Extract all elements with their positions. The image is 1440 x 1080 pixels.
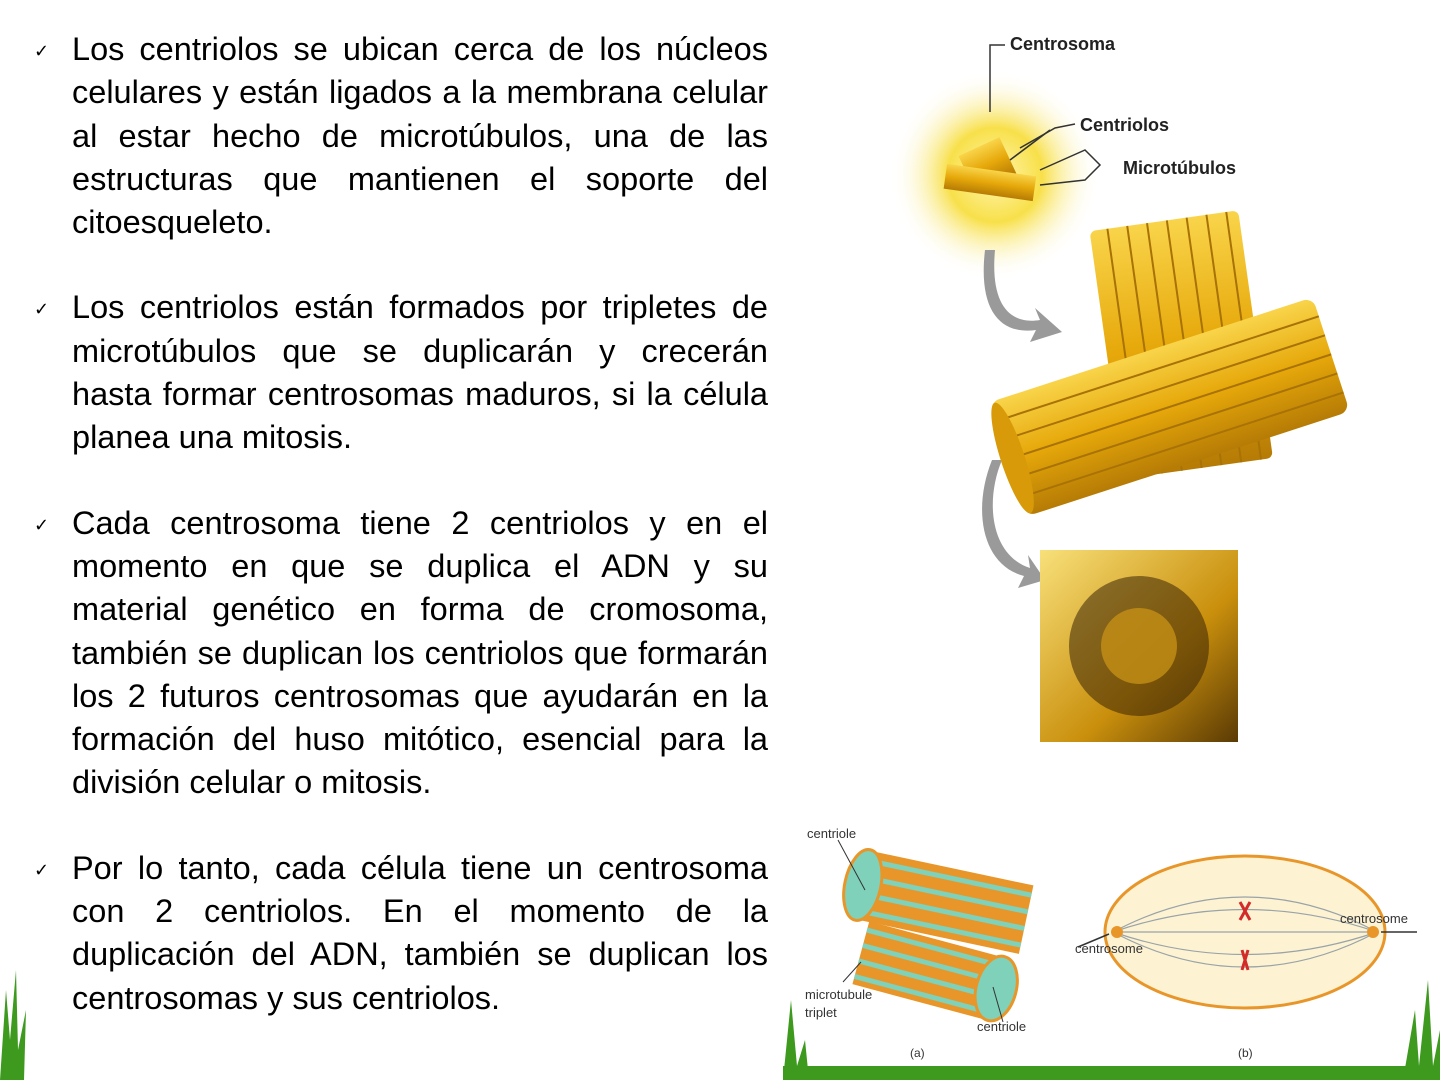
- centrosome-figure: [890, 20, 1360, 750]
- grass-left-decoration: [0, 970, 34, 1080]
- text-column: [30, 28, 768, 1062]
- bullet-text: Cada centrosoma tiene 2 centriolos y en el momento en que se duplica el ADN y su material genético en forma de cromosoma, también se duplican los centriolos que formarán los 2 futuros centrosomas que ayudarán en la formación del huso mitótico, esencial para la división celular o mitosis.: [72, 504, 768, 801]
- label-panel-a: (a): [910, 1046, 925, 1060]
- label-triplet: triplet: [805, 1005, 837, 1020]
- label-microtubule: microtubule: [805, 987, 873, 1002]
- label-centrosome-right: centrosome: [1340, 911, 1408, 926]
- bullet-text: Por lo tanto, cada célula tiene un centrosoma con 2 centriolos. En el momento de la duplicación del ADN, también se duplican los centrosomas y sus centriolos.: [72, 849, 768, 1016]
- label-microtubulos: Microtúbulos: [1123, 158, 1236, 178]
- bullet-text: Los centriolos están formados por tripletes de microtúbulos que se duplicarán y crecerán hasta formar centrosomas maduros, si la célula planea una mitosis.: [72, 289, 768, 456]
- label-panel-b: (b): [1238, 1046, 1253, 1060]
- bullet-item: [30, 286, 768, 459]
- label-centrosome-left: centrosome: [1075, 941, 1143, 956]
- label-centrosoma: Centrosoma: [1010, 34, 1116, 54]
- label-centriolos: Centriolos: [1080, 115, 1170, 135]
- grass-bottom-decoration: [783, 970, 1440, 1080]
- bullet-item: [30, 502, 768, 805]
- check-icon: ✓: [34, 859, 50, 880]
- check-icon: ✓: [34, 514, 50, 535]
- bullet-item: [30, 847, 768, 1020]
- check-icon: ✓: [34, 41, 50, 61]
- bullet-text: Los centriolos se ubican cerca de los núcleos celulares y están ligados a la membrana celular al estar hecho de microtúbulos, una de las estructuras que mantienen el soporte del citoesqueleto.: [72, 31, 768, 241]
- check-icon: ✓: [34, 299, 50, 320]
- label-centriole-bottom: centriole: [977, 1019, 1027, 1034]
- label-centriole-top: centriole: [807, 826, 857, 841]
- bullet-item: [30, 28, 768, 244]
